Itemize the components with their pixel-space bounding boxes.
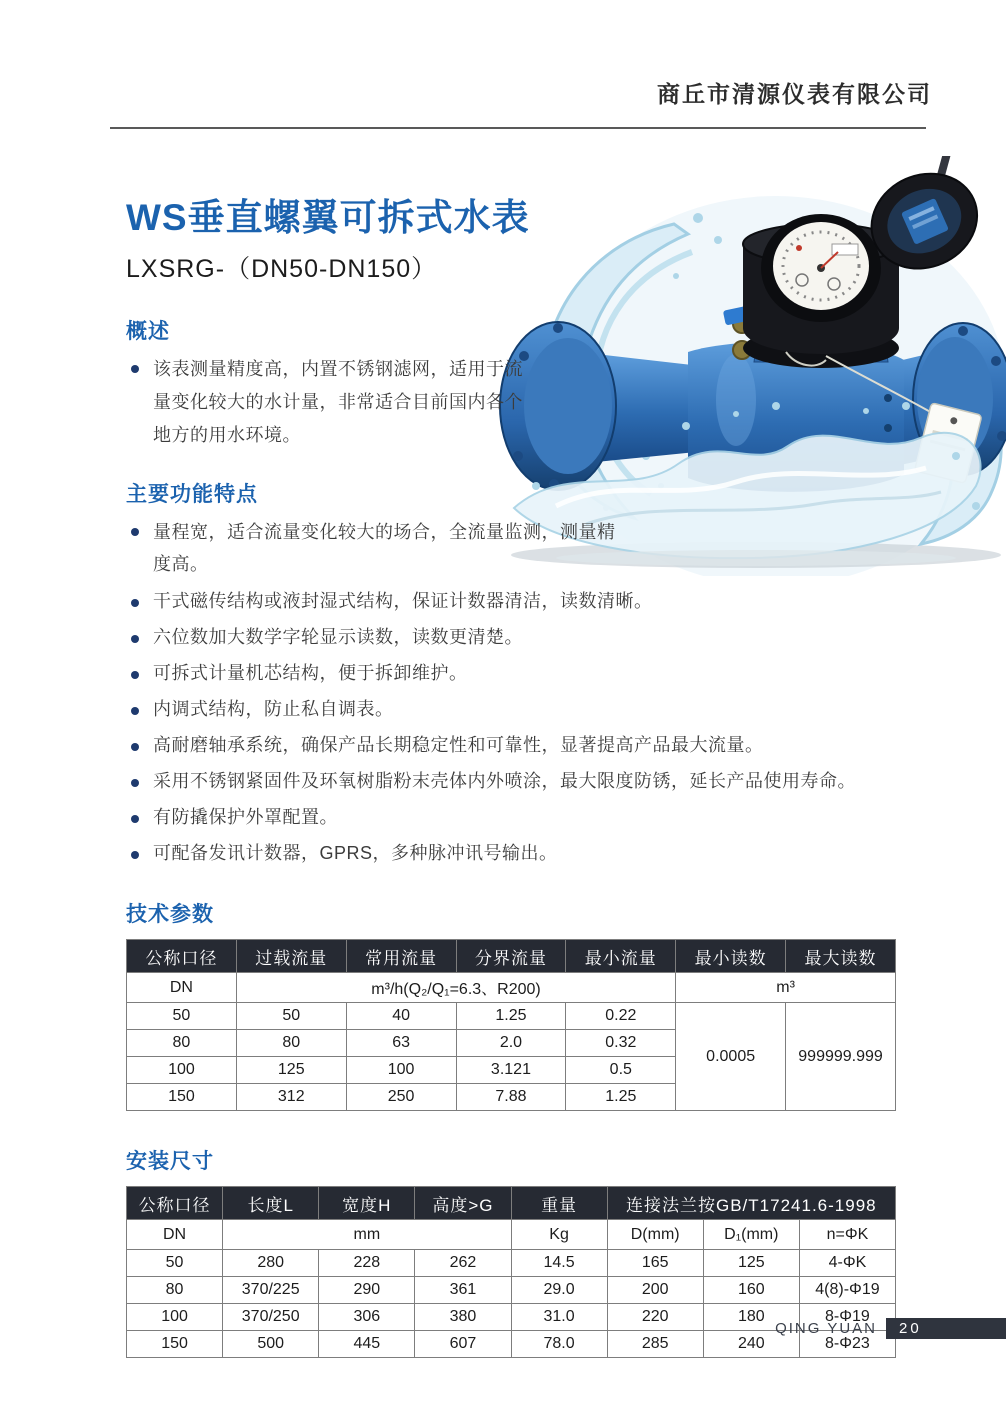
table-cell: 0.5 [566,1057,676,1084]
page-number: 20 [899,1320,922,1337]
table-cell: 361 [415,1277,511,1304]
column-header: 高度>G [415,1187,511,1220]
bullet-icon [131,815,139,823]
table-cell: 1.25 [566,1084,676,1111]
table-cell: 78.0 [511,1331,607,1358]
column-header: 公称口径 [127,940,237,973]
table-row [127,1003,896,1030]
table-cell: 31.0 [511,1304,607,1331]
table-cell: 500 [223,1331,319,1358]
table-cell: 100 [127,1057,237,1084]
column-header: 宽度H [319,1187,415,1220]
table-cell: n=ΦK [799,1220,895,1250]
bullet-icon [131,635,139,643]
table-cell: 262 [415,1250,511,1277]
bullet-icon [131,599,139,607]
table-cell: m³/h(Q₂/Q₁=6.3、R200) [236,973,675,1003]
table-unit-row [127,1220,896,1250]
table-cell: 80 [127,1277,223,1304]
list-item: 有防撬保护外罩配置。 [126,803,898,832]
table-cell: 125 [703,1250,799,1277]
table-cell: 306 [319,1304,415,1331]
table-cell: 200 [607,1277,703,1304]
list-item: 内调式结构，防止私自调表。 [126,695,898,724]
table-header-row [127,1187,896,1220]
table-cell: 285 [607,1331,703,1358]
table-cell: 0.0005 [676,1003,786,1111]
column-header: 长度L [223,1187,319,1220]
bullet-icon [131,707,139,715]
table-cell: 240 [703,1331,799,1358]
column-header: 最小流量 [566,940,676,973]
overview-list [126,353,898,452]
table-cell: 312 [236,1084,346,1111]
page-title: WS垂直螺翼可拆式水表 [126,197,530,238]
column-header: 公称口径 [127,1187,223,1220]
page-header [0,76,932,109]
table-cell: DN [127,973,237,1003]
bullet-icon [131,779,139,787]
list-item: 量程宽，适合流量变化较大的场合，全流量监测，测量精度高。 [126,516,631,580]
install-dims-heading: 安装尺寸 [126,1150,214,1173]
table-cell: 63 [346,1030,456,1057]
column-header: 连接法兰按GB/T17241.6-1998 [607,1187,895,1220]
table-header-row [127,940,896,973]
overview-heading: 概述 [126,320,170,343]
table-cell: 8-Φ23 [799,1331,895,1358]
table-cell: 607 [415,1331,511,1358]
tech-params-table [126,939,896,1111]
table-cell: DN [127,1220,223,1250]
list-item: 干式磁传结构或液封湿式结构，保证计数器清洁，读数清晰。 [126,587,898,616]
table-cell: 50 [127,1250,223,1277]
list-item: 采用不锈钢紧固件及环氧树脂粉末壳体内外喷涂，最大限度防锈，延长产品使用寿命。 [126,767,898,796]
table-cell: 250 [346,1084,456,1111]
table-cell: 50 [236,1003,346,1030]
table-cell: 29.0 [511,1277,607,1304]
table-cell: 1.25 [456,1003,566,1030]
table-cell: 4-ΦK [799,1250,895,1277]
bullet-icon [131,671,139,679]
list-item: 可配备发讯计数器，GPRS，多种脉冲讯号输出。 [126,839,898,868]
table-cell: 165 [607,1250,703,1277]
list-item: 可拆式计量机芯结构，便于拆卸维护。 [126,659,898,688]
column-header: 过载流量 [236,940,346,973]
table-cell: 0.32 [566,1030,676,1057]
table-cell: 2.0 [456,1030,566,1057]
list-item: 高耐磨轴承系统，确保产品长期稳定性和可靠性，显著提高产品最大流量。 [126,731,898,760]
table-row [127,1250,896,1277]
table-cell: D(mm) [607,1220,703,1250]
footer-brand: QING YUAN [775,1320,877,1337]
column-header: 重量 [511,1187,607,1220]
section-tech-params [126,898,898,1111]
table-cell: 80 [127,1030,237,1057]
company-name: 商丘市清源仪表有限公司 [657,81,932,107]
table-cell: 445 [319,1331,415,1358]
table-cell: 50 [127,1003,237,1030]
table-cell: 40 [346,1003,456,1030]
footer-page-badge [886,1318,1006,1339]
table-cell: 150 [127,1331,223,1358]
column-header: 分界流量 [456,940,566,973]
list-item: 六位数加大数学字轮显示读数，读数更清楚。 [126,623,898,652]
table-cell: 370/225 [223,1277,319,1304]
table-cell: D₁(mm) [703,1220,799,1250]
table-cell: 14.5 [511,1250,607,1277]
header-divider [110,127,926,129]
features-list [126,516,898,868]
table-cell: 999999.999 [786,1003,896,1111]
table-unit-row [127,973,896,1003]
table-cell: 4(8)-Φ19 [799,1277,895,1304]
table-cell: 228 [319,1250,415,1277]
table-cell: Kg [511,1220,607,1250]
table-cell: 100 [127,1304,223,1331]
table-cell: 280 [223,1250,319,1277]
table-cell: 220 [607,1304,703,1331]
section-features [126,478,898,868]
features-heading: 主要功能特点 [126,483,258,506]
table-cell: 180 [703,1304,799,1331]
page-footer [775,1318,1006,1339]
page-content [126,196,898,1358]
column-header: 常用流量 [346,940,456,973]
column-header: 最小读数 [676,940,786,973]
product-model: LXSRG-（DN50-DN150） [126,255,438,283]
bullet-icon [131,851,139,859]
table-cell: mm [223,1220,511,1250]
bullet-icon [131,528,139,536]
section-overview [126,315,898,452]
table-cell: m³ [676,973,896,1003]
table-row [127,1277,896,1304]
table-cell: 80 [236,1030,346,1057]
bullet-icon [131,365,139,373]
table-cell: 3.121 [456,1057,566,1084]
table-cell: 370/250 [223,1304,319,1331]
table-cell: 125 [236,1057,346,1084]
table-cell: 150 [127,1084,237,1111]
column-header: 最大读数 [786,940,896,973]
bullet-icon [131,743,139,751]
table-cell: 8-Φ19 [799,1304,895,1331]
table-cell: 100 [346,1057,456,1084]
table-cell: 0.22 [566,1003,676,1030]
table-cell: 290 [319,1277,415,1304]
tech-params-heading: 技术参数 [126,903,214,926]
table-cell: 380 [415,1304,511,1331]
table-cell: 160 [703,1277,799,1304]
table-cell: 7.88 [456,1084,566,1111]
list-item: 该表测量精度高，内置不锈钢滤网，适用于流量变化较大的水计量，非常适合目前国内各个地方的用水环境。 [126,353,524,452]
